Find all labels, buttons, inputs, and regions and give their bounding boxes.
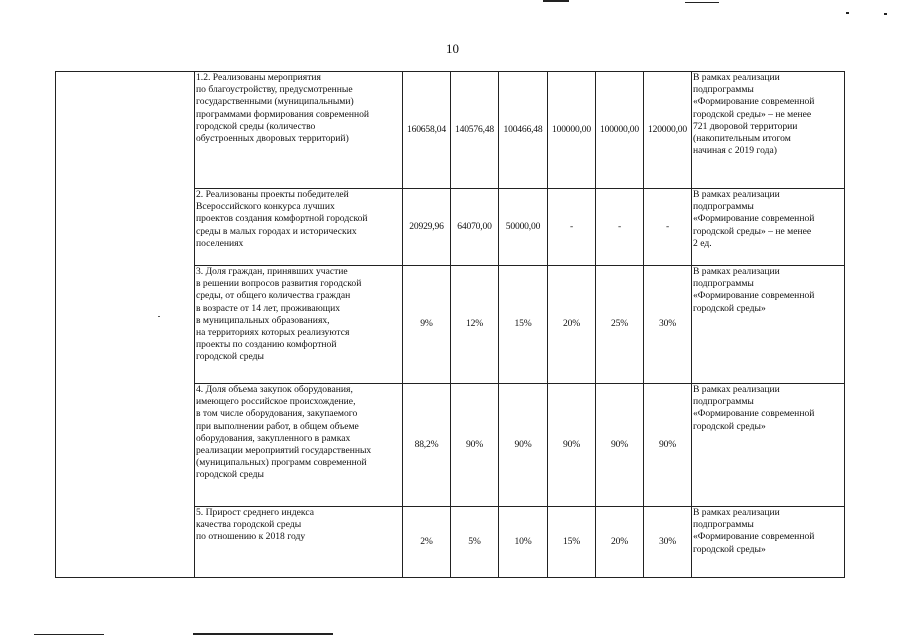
row-description: 1.2. Реализованы мероприятия по благоустройству, предусмотренные государственными (муниципальными) программами формирования современной городской среды (количество обустроенных дворовых территорий) xyxy=(195,72,403,189)
value-cell: 120000,00 xyxy=(644,72,692,189)
indicators-table xyxy=(55,71,845,578)
value-cell: 64070,00 xyxy=(451,189,499,266)
value-cell: 90% xyxy=(499,384,548,507)
table-row xyxy=(56,72,845,189)
value-cell: 20% xyxy=(596,507,644,578)
value-cell: 20929,96 xyxy=(403,189,451,266)
row-description: 2. Реализованы проекты победителей Всероссийского конкурса лучших проектов создания комфортной городской среды в малых городах и исторических поселениях xyxy=(195,189,403,266)
value-cell: 30% xyxy=(644,266,692,384)
value-cell: 9% xyxy=(403,266,451,384)
row-description: 3. Доля граждан, принявших участие в решении вопросов развития городской среды, от общего количества граждан в возрасте от 14 лет, проживающих в муниципальных образованиях, на территориях которых реализуются проекты по созданию комфортной городской среды xyxy=(195,266,403,384)
scan-mark-top-4 xyxy=(884,13,887,15)
scan-mark-top-2 xyxy=(685,2,719,3)
value-cell: 20% xyxy=(548,266,596,384)
scan-mark-bottom-1 xyxy=(34,634,104,635)
page-number: 10 xyxy=(446,41,459,56)
value-cell: 30% xyxy=(644,507,692,578)
value-cell: 2% xyxy=(403,507,451,578)
value-cell: - xyxy=(548,189,596,266)
scan-mark-bottom-2 xyxy=(193,633,333,635)
value-cell: 100000,00 xyxy=(548,72,596,189)
value-cell: 90% xyxy=(548,384,596,507)
merged-empty-cell xyxy=(56,72,195,578)
row-note: В рамках реализации подпрограммы «Формирование современной городской среды» – не менее 2 ед. xyxy=(692,189,845,266)
value-cell: - xyxy=(596,189,644,266)
value-cell: 50000,00 xyxy=(499,189,548,266)
value-cell: 88,2% xyxy=(403,384,451,507)
value-cell: 100000,00 xyxy=(596,72,644,189)
row-note: В рамках реализации подпрограммы «Формирование современной городской среды» xyxy=(692,266,845,384)
row-note: В рамках реализации подпрограммы «Формирование современной городской среды» – не менее 721 дворовой территории (накопительным итогом начиная с 2019 года) xyxy=(692,72,845,189)
value-cell: 90% xyxy=(644,384,692,507)
value-cell: 160658,04 xyxy=(403,72,451,189)
value-cell: 90% xyxy=(596,384,644,507)
row-note: В рамках реализации подпрограммы «Формирование современной городской среды» xyxy=(692,507,845,578)
value-cell: - xyxy=(644,189,692,266)
value-cell: 5% xyxy=(451,507,499,578)
value-cell: 100466,48 xyxy=(499,72,548,189)
value-cell: 12% xyxy=(451,266,499,384)
value-cell: 140576,48 xyxy=(451,72,499,189)
value-cell: 90% xyxy=(451,384,499,507)
value-cell: 15% xyxy=(548,507,596,578)
row-note: В рамках реализации подпрограммы «Формирование современной городской среды» xyxy=(692,384,845,507)
row-description: 4. Доля объема закупок оборудования, имеющего российское происхождение, в том числе оборудования, закупаемого при выполнении работ, в общем объеме оборудования, закупленного в рамках реализации мероприятий государственных (муниципальных) программ современной городской среды xyxy=(195,384,403,507)
value-cell: 10% xyxy=(499,507,548,578)
value-cell: 25% xyxy=(596,266,644,384)
value-cell: 15% xyxy=(499,266,548,384)
row-description: 5. Прирост среднего индекса качества городской среды по отношению к 2018 году xyxy=(195,507,403,578)
scan-mark-top-1 xyxy=(543,0,569,2)
scan-mark-top-3 xyxy=(846,12,849,14)
